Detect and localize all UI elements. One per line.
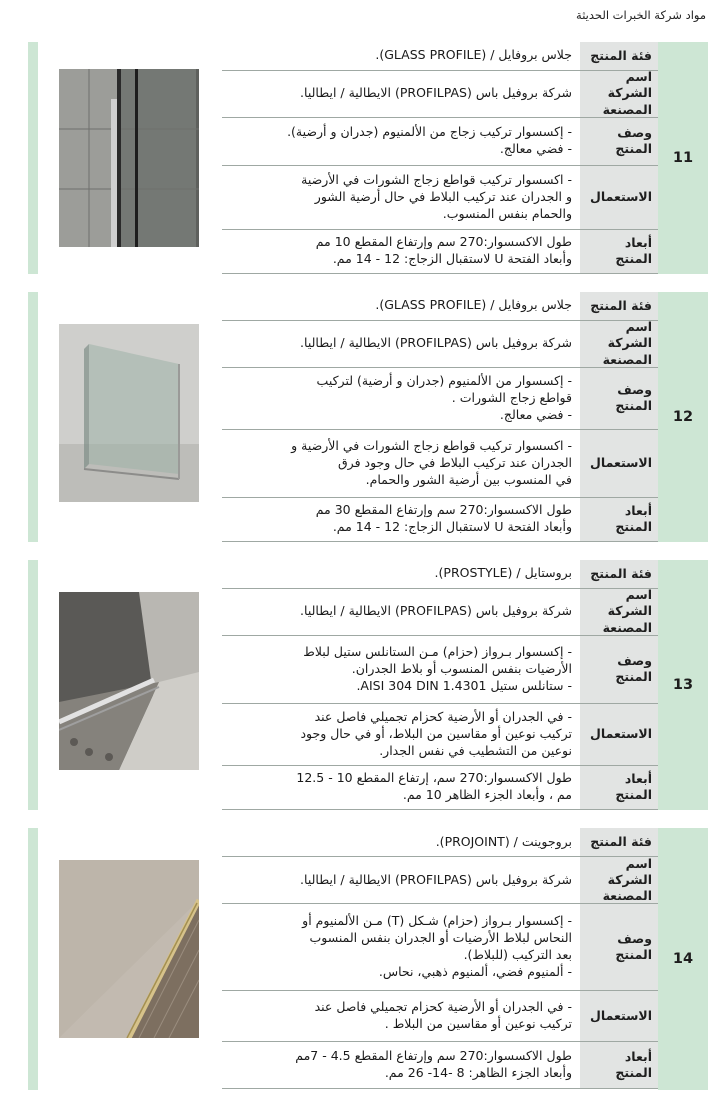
- value-line: والحمام بنفس المنسوب.: [442, 205, 572, 221]
- product-block-11: [28, 42, 708, 274]
- product-table: [222, 42, 658, 274]
- value-line: - إكسسوار تركيب زجاج من الألمنيوم (جدران و أرضية).: [287, 124, 572, 140]
- label-dimensions: أبعاد المنتج: [580, 498, 658, 541]
- value-category: [222, 828, 580, 856]
- product-table: [222, 292, 658, 542]
- row-usage: [222, 430, 658, 498]
- value-line: جلاس بروفايل / (GLASS PROFILE).: [375, 47, 572, 63]
- row-category: [222, 828, 658, 857]
- value-line: شركة بروفيل باس (PROFILPAS) الايطالية / ايطاليا.: [300, 603, 572, 619]
- value-line: طول الاكسسوار:270 سم وإرتفاع المقطع 30 مم: [315, 502, 572, 518]
- value-line: - ألمنيوم فضي، ألمنيوم ذهبي، نحاس.: [378, 963, 572, 979]
- value-line: جلاس بروفايل / (GLASS PROFILE).: [375, 297, 572, 313]
- value-line: تركيب نوعين أو مقاسين من البلاط، أو في حال وجود: [300, 725, 572, 741]
- glass-profile-photo: [59, 69, 199, 247]
- value-line: - اكسسوار تركيب قواطع زجاج الشورات في الأرضية: [301, 171, 572, 187]
- product-table: [222, 560, 658, 810]
- value-line: وأبعاد الفتحة U لاستقبال الزجاج: 12 - 14 مم.: [332, 251, 572, 267]
- row-description: [222, 368, 658, 430]
- label-company: اسم الشركة المصنعة: [580, 589, 658, 635]
- value-usage: [222, 430, 580, 497]
- label-dimensions: أبعاد المنتج: [580, 1042, 658, 1088]
- value-company: [222, 71, 580, 117]
- row-category: [222, 292, 658, 321]
- row-usage: [222, 166, 658, 230]
- value-line: مم ، وأبعاد الجزء الظاهر 10 مم.: [402, 787, 572, 803]
- row-usage: [222, 704, 658, 766]
- value-line: - في الجدران أو الأرضية كحزام تجميلي فاصل عند: [314, 708, 572, 724]
- label-usage: الاستعمال: [580, 430, 658, 497]
- value-description: [222, 118, 580, 165]
- value-line: قواطع زجاج الشورات .: [451, 389, 572, 405]
- row-description: [222, 904, 658, 991]
- row-description: [222, 118, 658, 166]
- label-company: اسم الشركة المصنعة: [580, 321, 658, 367]
- value-dimensions: [222, 498, 580, 541]
- label-category: فئة المنتج: [580, 560, 658, 588]
- left-accent-bar: [28, 42, 38, 274]
- value-line: و الجدران عند تركيب البلاط في حال أرضية الشور: [314, 188, 572, 204]
- value-description: [222, 904, 580, 990]
- label-description: وصف المنتج: [580, 368, 658, 429]
- product-number: 12: [672, 409, 694, 425]
- value-dimensions: [222, 1042, 580, 1088]
- value-usage: [222, 166, 580, 229]
- label-company: اسم الشركة المصنعة: [580, 857, 658, 903]
- row-dimensions: [222, 1042, 658, 1089]
- value-company: [222, 321, 580, 367]
- row-dimensions: [222, 498, 658, 542]
- product-block-12: [28, 292, 708, 542]
- left-accent-bar: [28, 828, 38, 1090]
- value-line: الأرضيات بنفس المنسوب أو بلاط الجدران.: [351, 660, 572, 676]
- value-line: طول الاكسسوار:270 سم وإرتفاع المقطع 10 مم: [315, 234, 572, 250]
- value-line: بروجوينت / (PROJOINT).: [435, 833, 572, 849]
- product-number: 13: [672, 677, 694, 693]
- value-line: الجدران عند تركيب البلاط في حال وجود فرق: [337, 454, 572, 470]
- value-category: [222, 560, 580, 588]
- left-accent-bar: [28, 560, 38, 810]
- row-usage: [222, 991, 658, 1042]
- value-line: وأبعاد الجزء الظاهر: 8 -14- 26 مم.: [384, 1065, 572, 1080]
- value-line: - اكسسوار تركيب قواطع زجاج الشورات في الأرضية و: [291, 437, 572, 453]
- row-company: [222, 857, 658, 904]
- value-company: [222, 857, 580, 903]
- value-usage: [222, 704, 580, 765]
- value-line: وأبعاد الفتحة U لاستقبال الزجاج: 12 - 14 مم.: [332, 519, 572, 535]
- value-line: - إكسسوار بـرواز (حزام) شـكل (T) مـن الألمنيوم أو: [302, 913, 572, 929]
- value-line: - فضي معالج.: [499, 406, 572, 422]
- label-company: اسم الشركة المصنعة: [580, 71, 658, 117]
- value-line: طول الاكسسوار:270 سم، إرتفاع المقطع 10 - 12.5: [296, 770, 572, 786]
- value-line: - ستانلس ستيل AISI 304 DIN 1.4301.: [356, 677, 572, 693]
- label-description: وصف المنتج: [580, 636, 658, 703]
- label-category: فئة المنتج: [580, 828, 658, 856]
- label-category: فئة المنتج: [580, 42, 658, 70]
- label-usage: الاستعمال: [580, 704, 658, 765]
- page-header-title: مواد شركة الخبرات الحديثة: [576, 8, 706, 22]
- row-dimensions: [222, 766, 658, 810]
- row-description: [222, 636, 658, 704]
- row-category: [222, 560, 658, 589]
- value-line: شركة بروفيل باس (PROFILPAS) الايطالية / ايطاليا.: [300, 85, 572, 101]
- glass-profile-partition-photo: [59, 324, 199, 502]
- product-number: 11: [672, 150, 694, 166]
- value-line: تركيب نوعين أو مقاسين من البلاط .: [384, 1016, 572, 1031]
- label-dimensions: أبعاد المنتج: [580, 230, 658, 273]
- value-line: - في الجدران أو الأرضية كحزام تجميلي فاصل عند: [314, 999, 572, 1015]
- row-company: [222, 589, 658, 636]
- product-number: 14: [672, 951, 694, 967]
- value-category: [222, 42, 580, 70]
- value-line: في المنسوب بين أرضية الشور والحمام.: [365, 471, 572, 487]
- projoint-profile-photo: [59, 860, 199, 1038]
- value-line: نوعين من التشطيب في نفس الجدار.: [379, 742, 572, 758]
- row-company: [222, 321, 658, 368]
- product-table: [222, 828, 658, 1090]
- label-description: وصف المنتج: [580, 118, 658, 165]
- value-dimensions: [222, 766, 580, 809]
- left-accent-bar: [28, 292, 38, 542]
- value-line: شركة بروفيل باس (PROFILPAS) الايطالية / ايطاليا.: [300, 335, 572, 351]
- label-usage: الاستعمال: [580, 991, 658, 1041]
- value-line: شركة بروفيل باس (PROFILPAS) الايطالية / ايطاليا.: [300, 871, 572, 887]
- value-line: بعد التركيب (للبلاط).: [463, 947, 572, 962]
- value-dimensions: [222, 230, 580, 273]
- value-company: [222, 589, 580, 635]
- value-description: [222, 636, 580, 703]
- label-category: فئة المنتج: [580, 292, 658, 320]
- value-category: [222, 292, 580, 320]
- product-block-14: [28, 828, 708, 1090]
- value-description: [222, 368, 580, 429]
- value-line: النحاس لبلاط الأرضيات أو الجدران بنفس المنسوب: [309, 930, 572, 946]
- label-usage: الاستعمال: [580, 166, 658, 229]
- row-category: [222, 42, 658, 71]
- value-line: بروستايل / (PROSTYLE).: [434, 565, 572, 581]
- value-line: طول الاكسسوار:270 سم وإرتفاع المقطع 4.5 - 7مم: [295, 1048, 572, 1064]
- row-company: [222, 71, 658, 118]
- prostyle-profile-photo: [59, 592, 199, 770]
- label-dimensions: أبعاد المنتج: [580, 766, 658, 809]
- label-description: وصف المنتج: [580, 904, 658, 990]
- row-dimensions: [222, 230, 658, 274]
- value-line: - إكسسوار من الألمنيوم (جدران و أرضية) لتركيب: [316, 372, 572, 388]
- value-line: - فضي معالج.: [499, 141, 572, 157]
- value-usage: [222, 991, 580, 1041]
- value-line: - إكسسوار بـرواز (حزام) مـن الستانلس ستيل لبلاط: [303, 643, 572, 659]
- product-block-13: [28, 560, 708, 810]
